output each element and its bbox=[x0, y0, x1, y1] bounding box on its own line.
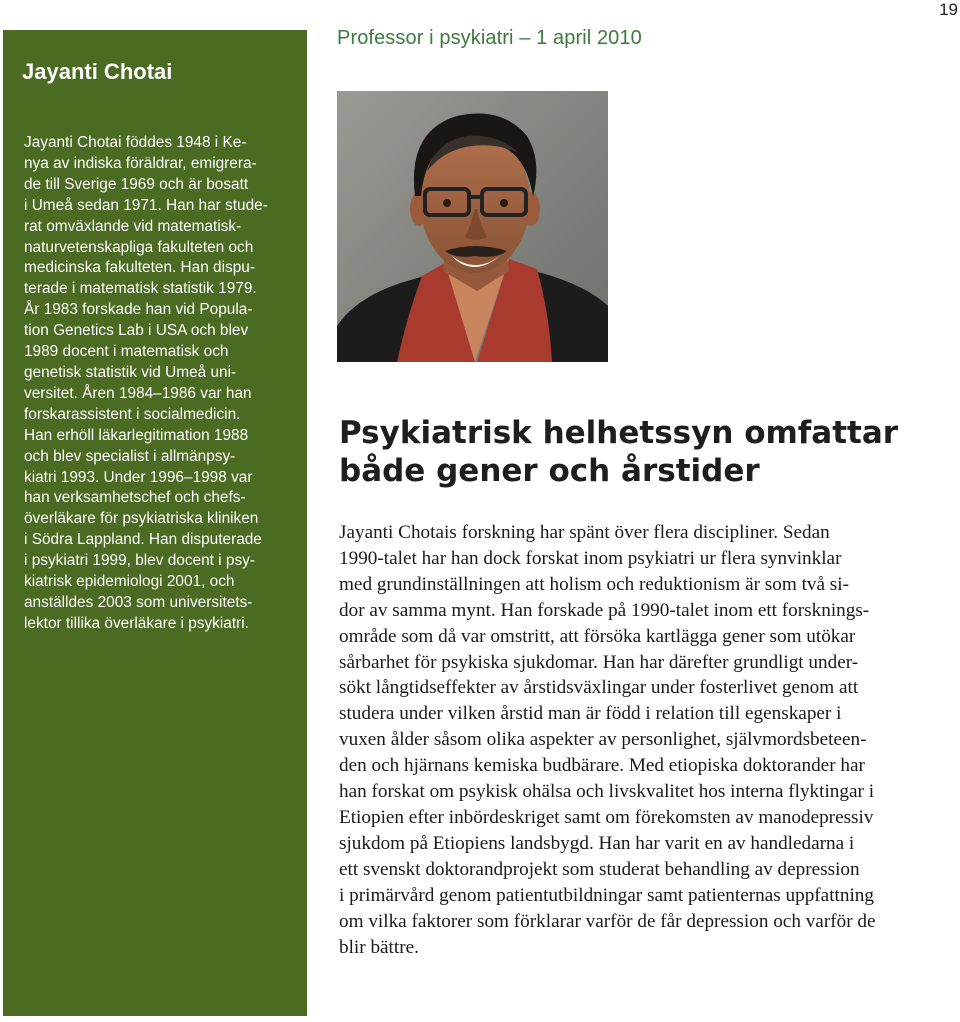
bio-line: År 1983 forskade han vid Popula- bbox=[24, 301, 253, 319]
bio-line: medicinska fakulteten. Han dispu- bbox=[24, 259, 255, 277]
headline-line: Psykiatrisk helhetssyn omfattar bbox=[339, 415, 899, 451]
body-line: område som då var omstritt, att försöka kartlägga gener som utökar bbox=[339, 625, 856, 647]
bio-line: rat omväxlande vid matematisk- bbox=[24, 217, 242, 235]
bio-line: och blev specialist i allmänpsy- bbox=[24, 447, 236, 465]
portrait-illustration bbox=[337, 91, 608, 362]
article-headline bbox=[339, 414, 898, 490]
bio-line: anställdes 2003 som universitets- bbox=[24, 593, 253, 611]
bio-line: i Södra Lappland. Han disputerade bbox=[24, 531, 262, 549]
bio-line: kiatrisk epidemiologi 2001, och bbox=[24, 573, 235, 591]
body-line: i primärvård genom patientutbildningar samt patienternas uppfattning bbox=[339, 884, 874, 906]
article-body bbox=[339, 520, 876, 960]
bio-line: lektor tillika överläkare i psykiatri. bbox=[24, 614, 249, 632]
bio-line: nya av indiska föräldrar, emigrera- bbox=[24, 154, 257, 172]
body-line: sjukdom på Etiopiens landsbygd. Han har varit en av handledarna i bbox=[339, 832, 855, 854]
bio-line: genetisk statistik vid Umeå uni- bbox=[24, 363, 237, 381]
bio-line: naturvetenskapliga fakulteten och bbox=[24, 238, 254, 256]
page-number: 19 bbox=[939, 0, 958, 19]
bio-line: versitet. Åren 1984–1986 var han bbox=[24, 384, 252, 402]
body-line: studera under vilken årstid man är född i relation till egenskaper i bbox=[339, 703, 842, 725]
headline-line: både gener och årstider bbox=[339, 453, 760, 489]
bio-line: i psykiatri 1999, blev docent i psy- bbox=[24, 552, 255, 570]
body-line: sökt långtidseffekter av årstidsväxlingar under fosterlivet genom att bbox=[339, 677, 859, 699]
body-line: 1990-talet har han dock forskat inom psykiatri ur flera synvinklar bbox=[339, 547, 842, 569]
bio-line: överläkare för psykiatriska kliniken bbox=[24, 510, 259, 528]
bio-line: Han erhöll läkarlegitimation 1988 bbox=[24, 426, 249, 444]
body-line: Jayanti Chotais forskning har spänt över flera discipliner. Sedan bbox=[339, 522, 830, 543]
portrait-photo bbox=[337, 91, 608, 362]
bio-line: forskarassistent i socialmedicin. bbox=[24, 405, 241, 423]
bio-line: tion Genetics Lab i USA och blev bbox=[24, 322, 249, 340]
body-line: Etiopien efter inbördeskriget samt om förekomsten av manodepressiv bbox=[339, 806, 874, 828]
body-line: den och hjärnans kemiska budbärare. Med etiopiska doktorander har bbox=[339, 755, 865, 777]
bio-line: Jayanti Chotai föddes 1948 i Ke- bbox=[24, 134, 247, 151]
sidebar-title: Jayanti Chotai bbox=[22, 59, 173, 84]
bio-line: de till Sverige 1969 och är bosatt bbox=[24, 175, 249, 193]
bio-line: han verksamhetschef och chefs- bbox=[24, 489, 246, 507]
body-line: blir bättre. bbox=[339, 936, 419, 958]
bio-line: 1989 docent i matematisk och bbox=[24, 343, 229, 361]
body-line: ett svenskt doktorandprojekt som studerat behandling av depression bbox=[339, 858, 860, 880]
bio-line: i Umeå sedan 1971. Han har stude- bbox=[24, 196, 268, 214]
bio-line: terade i matematisk statistik 1979. bbox=[24, 280, 257, 298]
body-line: dor av samma mynt. Han forskade på 1990-talet inom ett forsknings- bbox=[339, 599, 870, 621]
body-line: vuxen ålder såsom olika aspekter av personlighet, självmordsbeteen- bbox=[339, 729, 867, 751]
page-header: Professor i psykiatri – 1 april 2010 bbox=[337, 27, 642, 49]
body-line: om vilka faktorer som förklarar varför de får depression och varför de bbox=[339, 910, 876, 932]
sidebar-bio bbox=[24, 133, 294, 635]
body-line: han forskat om psykisk ohälsa och livskvalitet hos interna flyktingar i bbox=[339, 781, 875, 803]
bio-line: kiatri 1993. Under 1996–1998 var bbox=[24, 468, 253, 486]
body-line: sårbarhet för psykiska sjukdomar. Han har därefter grundligt under- bbox=[339, 651, 859, 673]
body-line: med grundinställningen att holism och reduktionism är som två si- bbox=[339, 573, 849, 595]
